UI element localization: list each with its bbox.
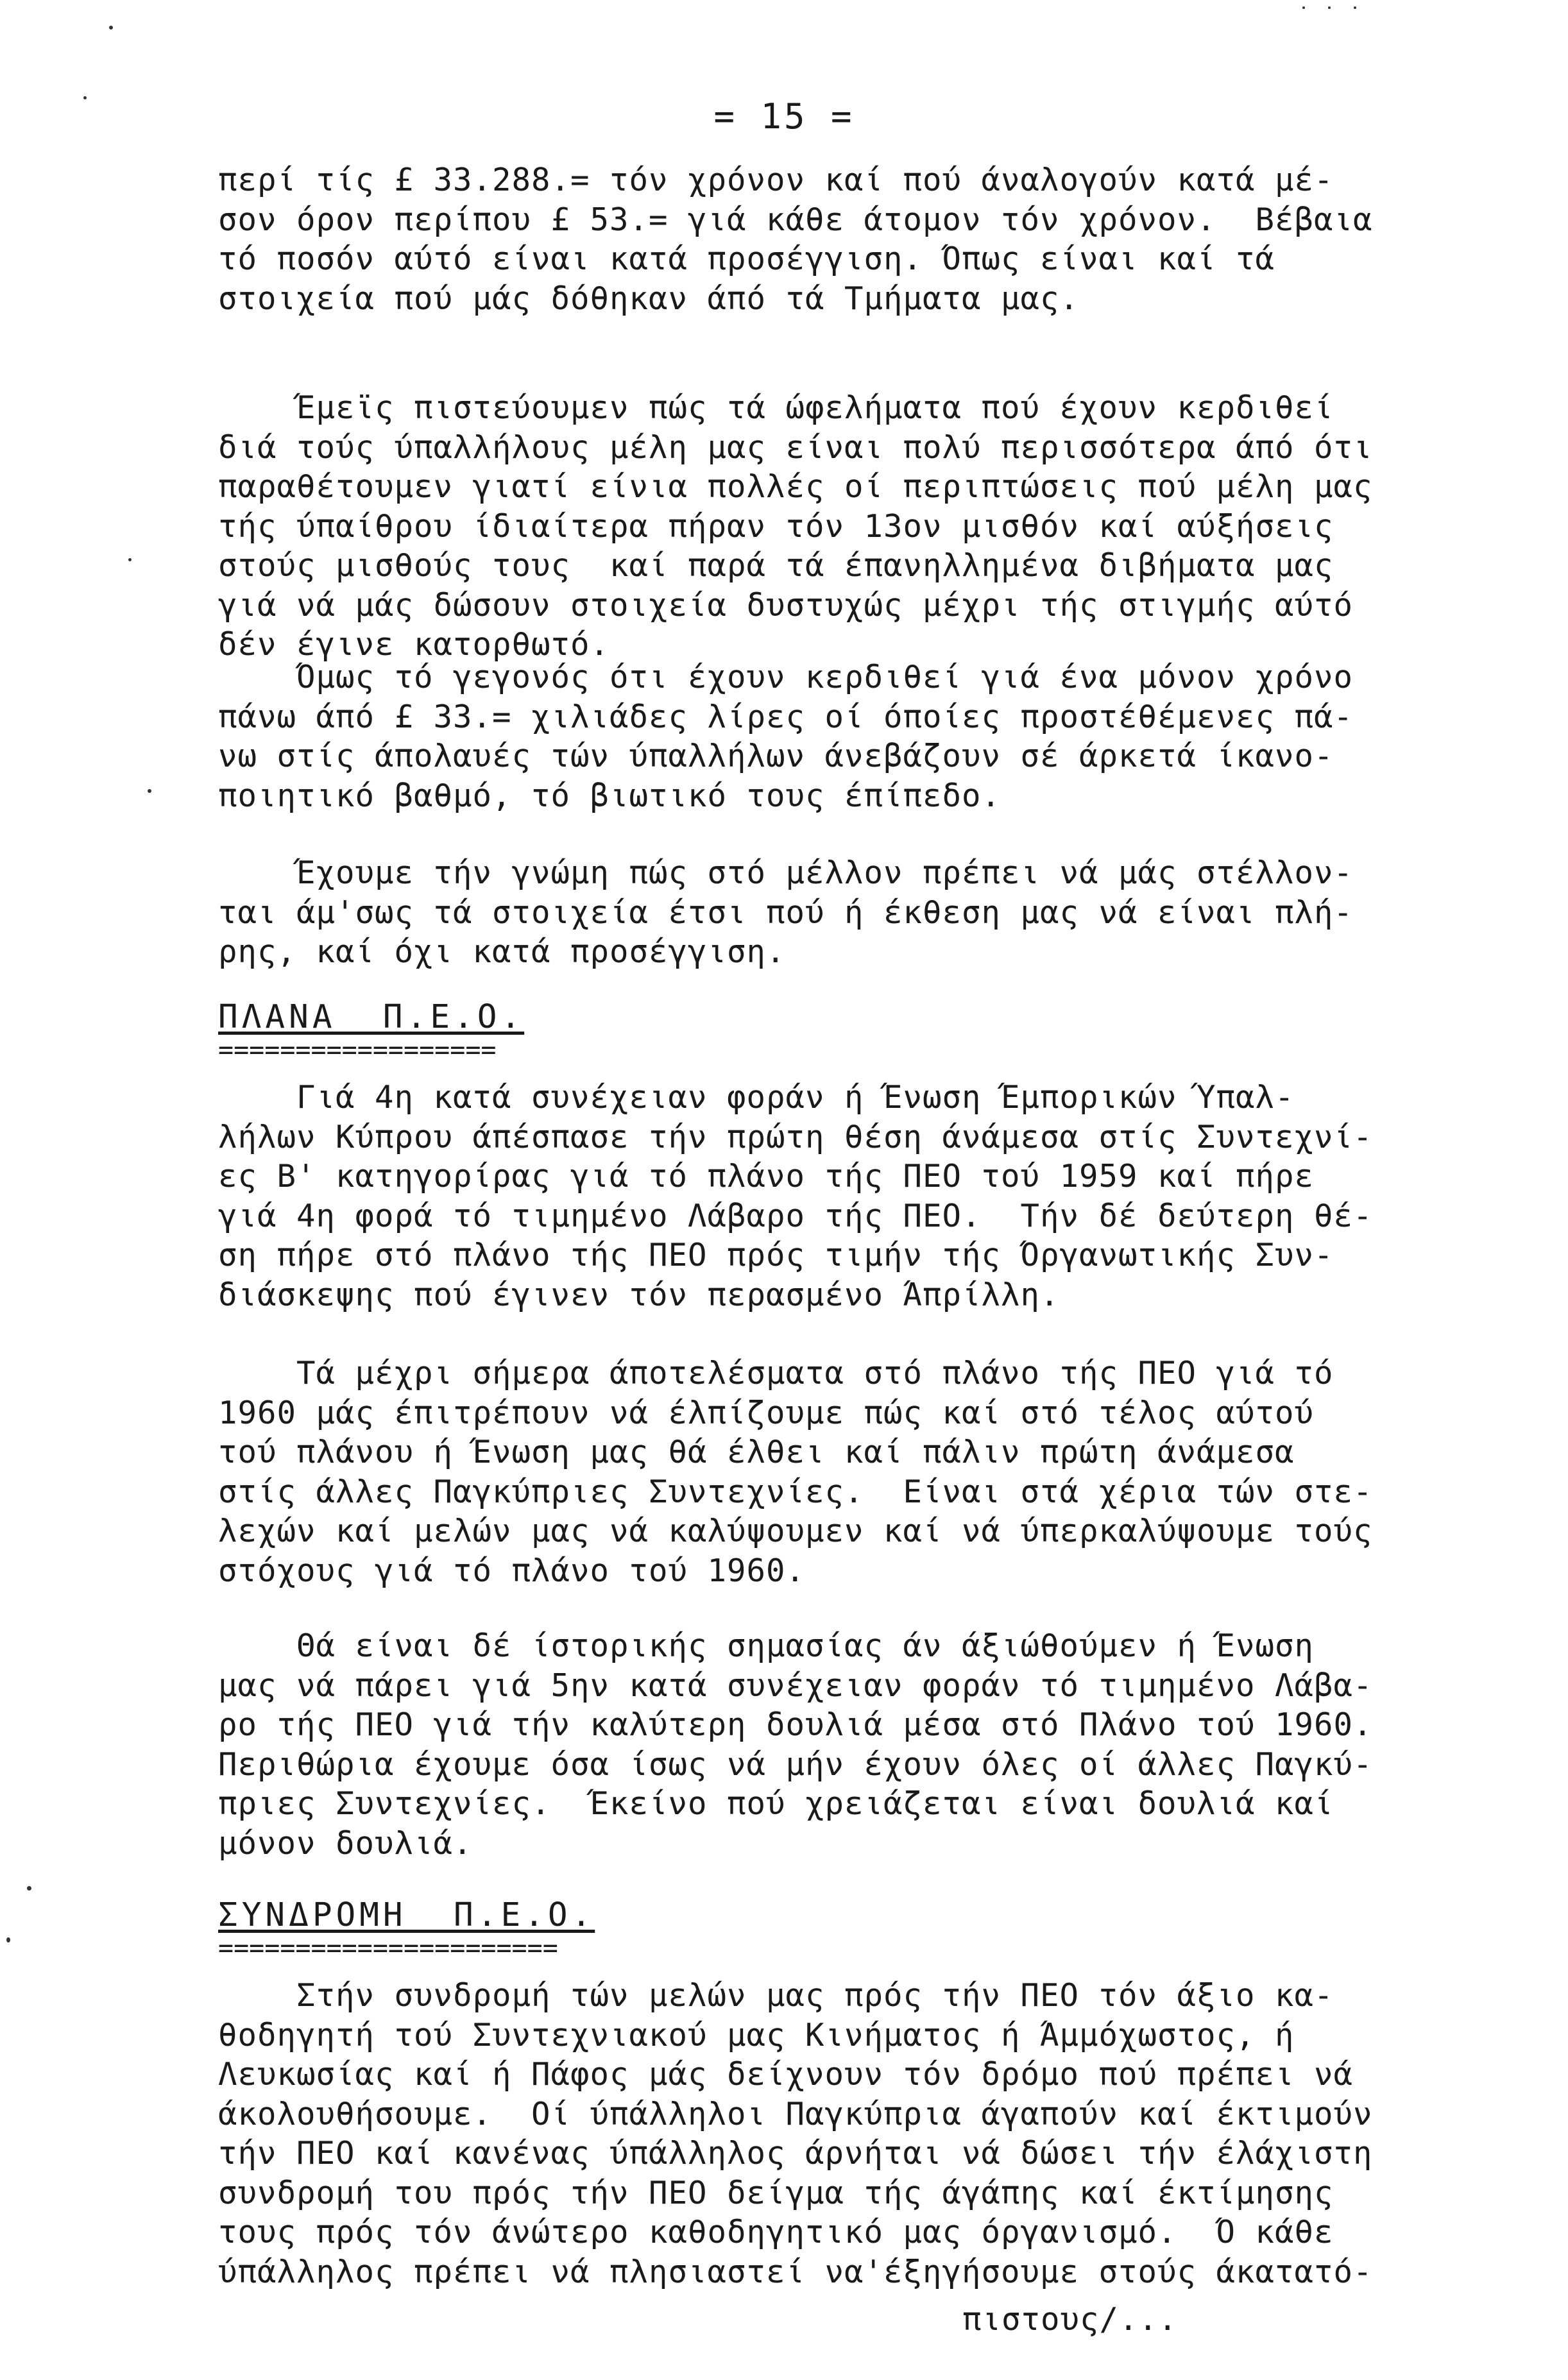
text-line: Στήν συνδρομή τών μελών μας πρός τήν ΠΕΟ τόν άξιο κα- (218, 1977, 1334, 2014)
continuation-block (962, 2300, 1411, 2340)
text-line: Έμεϊς πιστεύουμεν πώς τά ώφελήματα πού έχουν κερδιθεί (218, 389, 1334, 426)
plano-paragraph-3 (218, 1626, 1424, 1863)
text-line: τού πλάνου ή Ένωση μας θά έλθει καί πάλιν πρώτη άνάμεσα (218, 1434, 1295, 1470)
syndromi-paragraph-1 (218, 1976, 1424, 2291)
text-line: 1960 μάς έπιτρέπουν νά έλπίζουμε πώς καί στό τέλος αύτού (218, 1394, 1315, 1431)
text-line: διάσκεψης πού έγινεν τόν περασμένο Άπρίλλη. (218, 1276, 1060, 1313)
text-line: ποιητικό βαθμό, τό βιωτικό τους έπίπεδο. (218, 777, 1001, 814)
text-line: ρο τής ΠΕΟ γιά τήν καλύτερη δουλιά μέσα στό Πλάνο τού 1960. (218, 1706, 1373, 1743)
text-line: νω στίς άπολαυές τών ύπαλλήλων άνεβάζουν σέ άρκετά ίκανο- (218, 738, 1334, 774)
text-line: πάνω άπό £ 33.= χιλιάδες λίρες οί όποίες προστέθέμενες πά- (218, 698, 1354, 735)
text-line: στίς άλλες Παγκύπριες Συντεχνίες. Είναι στά χέρια τών στε- (218, 1473, 1373, 1510)
section-heading: ΠΛΑΝΑ Π.Ε.Ο. (218, 998, 525, 1036)
scan-speck (148, 789, 151, 793)
section-syndromi-peo (218, 1896, 1424, 1961)
scan-speck (83, 96, 87, 99)
text-line: τους πρός τόν άνώτερο καθοδηγητικό μας όργανισμό. Ό κάθε (218, 2214, 1334, 2250)
text-line: περί τίς £ 33.288.= τόν χρόνον καί πού άναλογούν κατά μέ- (218, 162, 1334, 198)
paragraph-2 (218, 388, 1424, 665)
text-line: Έχουμε τήν γνώμη πώς στό μέλλον πρέπει νά μάς στέλλον- (218, 854, 1354, 891)
paragraph-3 (218, 658, 1424, 815)
text-line: διά τούς ύπαλλήλους μέλη μας είναι πολύ περισσότερα άπό ότι (218, 429, 1373, 466)
text-line: συνδρομή του πρός τήν ΠΕΟ δείγμα τής άγάπης καί έκτίμησης (218, 2174, 1334, 2211)
text-line: στόχους γιά τό πλάνο τού 1960. (218, 1552, 806, 1589)
text-line: ται άμ'σως τά στοιχεία έτσι πού ή έκθεση μας νά είναι πλή- (218, 894, 1354, 931)
plano-paragraph-2 (218, 1354, 1424, 1590)
text-line: Όμως τό γεγονός ότι έχουν κερδιθεί γιά ένα μόνον χρόνο (218, 659, 1354, 695)
double-underline-rule: ================== (218, 1035, 497, 1065)
text-line: Τά μέχρι σήμερα άποτελέσματα στό πλάνο τής ΠΕΟ γιά τό (218, 1355, 1334, 1391)
text-line: τό ποσόν αύτό είναι κατά προσέγγιση. Όπως είναι καί τά (218, 241, 1275, 277)
text-line: πριες Συντεχνίες. Έκείνο πού χρειάζεται είναι δουλιά καί (218, 1785, 1334, 1822)
text-line: λήλων Κύπρου άπέσπασε τήν πρώτη θέση άνάμεσα στίς Συντεχνί- (218, 1118, 1373, 1155)
paragraph-1 (218, 160, 1424, 318)
text-line: στούς μισθούς τους καί παρά τά έπανηλλημένα διβήματα μας (218, 547, 1334, 584)
text-line: ες Β' κατηγορίρας γιά τό πλάνο τής ΠΕΟ τού 1959 καί πήρε (218, 1158, 1315, 1194)
text-line: άκολουθήσουμε. Οί ύπάλληλοι Παγκύπρια άγαπούν καί έκτιμούν (218, 2095, 1373, 2132)
text-line: Θά είναι δέ ίστορικής σημασίας άν άξιώθούμεν ή Ένωση (218, 1628, 1315, 1664)
text-line: ρης, καί όχι κατά προσέγγιση. (218, 933, 786, 970)
scan-speck (1328, 6, 1331, 9)
scan-speck (27, 1886, 31, 1891)
text-line: γιά νά μάς δώσουν στοιχεία δυστυχώς μέχρι τής στιγμής αύτό (218, 586, 1354, 624)
continuation-text: πιστους/... (962, 2301, 1178, 2338)
text-line: ση πήρε στό πλάνο τής ΠΕΟ πρός τιμήν τής Όργανωτικής Συν- (218, 1237, 1334, 1273)
text-line: τήν ΠΕΟ καί κανένας ύπάλληλος άρνήται νά δώσει τήν έλάχιστη (218, 2135, 1373, 2172)
scan-speck (6, 1937, 10, 1942)
section-plano-peo (218, 998, 1424, 1063)
text-line: ύπάλληλος πρέπει νά πλησιαστεί να'έξηγήσουμε στούς άκατατό- (218, 2253, 1373, 2290)
text-line: Περιθώρια έχουμε όσα ίσως νά μήν έχουν όλες οί άλλες Παγκύ- (218, 1746, 1373, 1783)
text-line: θοδηγητή τού Συντεχνιακού μας Κινήματος ή Άμμόχωστος, ή (218, 2016, 1295, 2053)
page-number: = 15 = (713, 96, 855, 137)
text-line: σον όρον περίπου £ 53.= γιά κάθε άτομον τόν χρόνον. Βέβαια (218, 201, 1373, 238)
text-line: μας νά πάρει γιά 5ην κατά συνέχειαν φοράν τό τιμημένο Λάβα- (218, 1667, 1373, 1704)
text-line: παραθέτουμεν γιατί είνια πολλές οί περιπτώσεις πού μέλη μας (218, 468, 1373, 505)
text-line: λεχών καί μελών μας νά καλύψουμεν καί νά ύπερκαλύψουμε τούς (218, 1513, 1373, 1549)
text-line: τής ύπαίθρου ίδιαίτερα πήραν τόν 13ον μισθόν καί αύξήσεις (218, 507, 1334, 545)
text-line: στοιχεία πού μάς δόθηκαν άπό τά Τμήματα μας. (218, 280, 1080, 317)
paragraph-4 (218, 853, 1424, 972)
text-line: γιά 4η φορά τό τιμημένο Λάβαρο τής ΠΕΟ. Τήν δέ δεύτερη θέ- (218, 1197, 1373, 1234)
section-heading: ΣΥΝΔΡΟΜΗ Π.Ε.Ο. (218, 1896, 595, 1934)
plano-paragraph-1 (218, 1078, 1424, 1314)
text-line: μόνον δουλιά. (218, 1824, 473, 1862)
scan-speck (128, 558, 132, 561)
text-line: Λευκωσίας καί ή Πάφος μάς δείχνουν τόν δρόμο πού πρέπει νά (218, 2056, 1354, 2093)
scan-speck (109, 26, 113, 30)
text-line: δέν έγινε κατορθωτό. (218, 626, 610, 663)
scan-speck (1354, 6, 1356, 9)
text-line: Γιά 4η κατά συνέχειαν φοράν ή Ένωση Έμπορικών Ύπαλ- (218, 1079, 1295, 1116)
scan-speck (1302, 6, 1305, 9)
double-underline-rule: ====================== (218, 1934, 558, 1963)
